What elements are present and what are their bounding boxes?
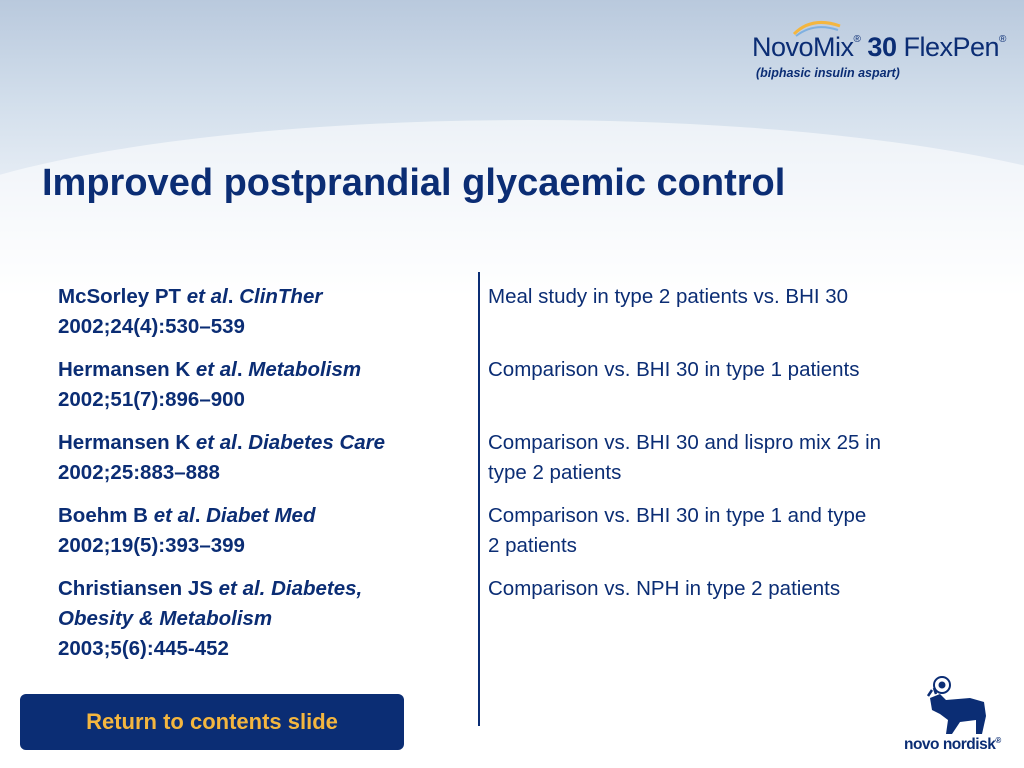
- reference-row: [58, 282, 888, 344]
- reference-details: 2002;25:883–888: [58, 461, 220, 484]
- reference-separator: .: [227, 285, 240, 308]
- reference-journal-continued: Obesity & Metabolism: [58, 607, 273, 630]
- reference-journal: Diabetes Care: [248, 431, 386, 454]
- reference-journal: Metabolism: [248, 358, 362, 381]
- reference-journal: Diabetes,: [271, 577, 363, 600]
- reference-row: [58, 355, 888, 417]
- return-to-contents-button[interactable]: Return to contents slide: [20, 694, 404, 750]
- brand-registered-mark: ®: [853, 34, 861, 45]
- reference-details: 2002;51(7):896–900: [58, 388, 245, 411]
- reference-row: [58, 428, 888, 490]
- logo-registered-mark: ®: [995, 736, 1001, 745]
- reference-etal: et al: [195, 358, 237, 381]
- brand-name-flexpen: FlexPen: [903, 32, 1000, 62]
- reference-citation: [58, 282, 478, 344]
- logo-text: [904, 736, 1001, 754]
- logo-wordmark: novo nordisk: [904, 736, 996, 753]
- brand-subtitle: (biphasic insulin aspart): [756, 66, 900, 80]
- reference-etal: et al: [195, 431, 237, 454]
- brand-name-number: 30: [867, 32, 897, 62]
- reference-etal: et al.: [218, 577, 266, 600]
- slide-title: Improved postprandial glycaemic control: [42, 162, 786, 204]
- reference-citation: [58, 501, 478, 563]
- reference-separator: .: [194, 504, 207, 527]
- reference-details: 2003;5(6):445-452: [58, 637, 229, 660]
- reference-details: 2002;19(5):393–399: [58, 534, 245, 557]
- novomix-brand-logo: [752, 22, 1014, 86]
- reference-author: Hermansen K: [58, 431, 196, 454]
- reference-journal: ClinTher: [239, 285, 323, 308]
- reference-table: [58, 282, 888, 677]
- brand-name-mix: Mix: [813, 32, 854, 62]
- brand-registered-mark-2: ®: [999, 34, 1006, 45]
- reference-row: [58, 501, 888, 563]
- reference-author: Boehm B: [58, 504, 154, 527]
- novo-nordisk-logo: [900, 676, 1012, 760]
- brand-name: [752, 32, 1006, 63]
- reference-author: Christiansen JS: [58, 577, 219, 600]
- reference-description: Comparison vs. BHI 30 and lispro mix 25 in type 2 patients: [488, 431, 882, 484]
- reference-author: McSorley PT: [58, 285, 187, 308]
- reference-description: Meal study in type 2 patients vs. BHI 30: [488, 285, 849, 308]
- reference-description: Comparison vs. BHI 30 in type 1 patients: [488, 358, 860, 381]
- reference-details: 2002;24(4):530–539: [58, 315, 245, 338]
- reference-separator: .: [236, 431, 249, 454]
- brand-name-novo: Novo: [752, 32, 814, 62]
- reference-citation: [58, 355, 478, 417]
- reference-author: Hermansen K: [58, 358, 196, 381]
- apis-bull-icon: [900, 676, 1012, 738]
- reference-etal: et al: [153, 504, 195, 527]
- reference-citation: [58, 428, 478, 490]
- reference-separator: .: [236, 358, 249, 381]
- reference-row: [58, 574, 888, 666]
- reference-citation: [58, 574, 478, 666]
- reference-etal: et al: [186, 285, 228, 308]
- reference-description: Comparison vs. NPH in type 2 patients: [488, 577, 841, 600]
- reference-journal: Diabet Med: [206, 504, 316, 527]
- reference-description: Comparison vs. BHI 30 in type 1 and type 2 patients: [488, 504, 867, 557]
